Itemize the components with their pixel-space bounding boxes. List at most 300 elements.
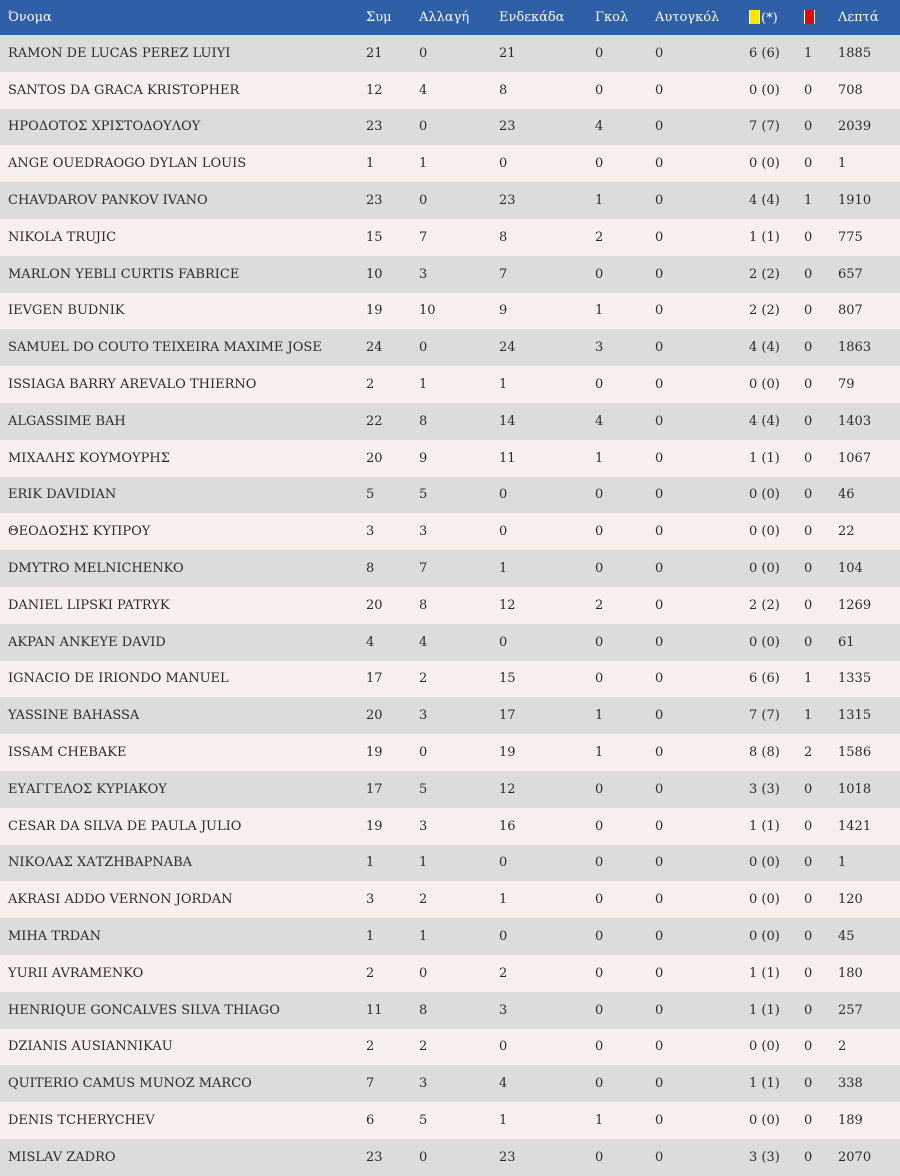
yellow-cards-cell: 3 (3) [749,781,780,797]
own-goals-cell: 0 [655,450,664,466]
sub-cell: 0 [419,45,428,61]
apps-cell: 15 [366,229,383,245]
apps-cell: 6 [366,1113,375,1128]
minutes-cell: 1 [838,156,847,172]
apps-cell: 1 [366,156,375,172]
player-name[interactable]: ΕΥΑΓΓΕΛΟΣ ΚΥΡΙΑΚΟΥ [8,781,167,797]
starter-cell: 23 [499,1149,516,1165]
player-name[interactable]: MISLAV ZADRO [8,1149,116,1165]
yellow-cards-cell: 0 (0) [749,156,780,172]
red-cards-cell: 0 [804,634,813,650]
starter-cell: 19 [499,745,516,761]
minutes-cell: 1863 [838,340,872,356]
minutes-cell: 104 [838,561,863,577]
sub-cell: 8 [419,597,428,613]
red-cards-cell: 1 [804,708,813,724]
sub-cell: 3 [419,708,428,724]
goals-cell: 0 [595,156,604,172]
yellow-cards-cell: 1 (1) [749,1076,780,1092]
table-row [0,109,900,146]
own-goals-cell: 0 [655,671,664,687]
apps-cell: 1 [366,855,375,871]
table-row [0,219,900,256]
player-name[interactable]: SANTOS DA GRACA KRISTOPHER [8,82,240,98]
goals-cell: 0 [595,1002,604,1018]
starter-cell: 7 [499,266,508,282]
own-goals-cell: 0 [655,781,664,797]
minutes-cell: 1403 [838,413,872,429]
starter-cell: 8 [499,82,508,98]
red-cards-cell: 0 [804,340,813,356]
starter-cell: 8 [499,229,508,245]
own-goals-cell: 0 [655,266,664,282]
minutes-cell: 1 [838,855,847,871]
goals-cell: 1 [595,745,604,761]
yellow-cards-cell: 1 (1) [749,450,780,466]
own-goals-cell: 0 [655,855,664,871]
player-name[interactable]: ISSAM CHEBAKE [8,745,127,761]
red-cards-cell: 0 [804,119,813,135]
player-name[interactable]: DENIS TCHERYCHEV [8,1113,155,1128]
apps-cell: 1 [366,929,375,945]
player-name[interactable]: CESAR DA SILVA DE PAULA JULIO [8,818,242,834]
table-row [0,403,900,440]
sub-cell: 0 [419,1149,428,1165]
table-row [0,845,900,882]
starter-cell: 2 [499,965,508,981]
own-goals-cell: 0 [655,303,664,319]
player-name[interactable]: NIKOLA TRUJIC [8,229,117,245]
red-cards-cell: 0 [804,450,813,466]
player-name[interactable]: MIHA TRDAN [8,929,101,945]
yellow-cards-cell: 0 (0) [749,1113,780,1128]
table-row [0,293,900,330]
apps-cell: 24 [366,340,383,356]
red-cards-cell: 1 [804,671,813,687]
yellow-cards-cell: 0 (0) [749,855,780,871]
player-name[interactable]: AKRASI ADDO VERNON JORDAN [8,892,233,908]
red-cards-cell: 0 [804,855,813,871]
player-name[interactable]: MARLON YEBLI CURTIS FABRICE [8,266,240,282]
yellow-cards-cell: 0 (0) [749,634,780,650]
player-name[interactable]: ΘΕΟΔΟΣΗΣ ΚΥΠΡΟΥ [8,524,151,540]
table-row [0,881,900,918]
own-goals-cell: 0 [655,377,664,393]
starter-cell: 1 [499,377,508,393]
apps-cell: 11 [366,1002,383,1018]
goals-cell: 0 [595,818,604,834]
apps-cell: 2 [366,377,375,393]
table-row [0,771,900,808]
goals-cell: 0 [595,929,604,945]
red-cards-cell: 1 [804,45,813,61]
own-goals-cell: 0 [655,708,664,724]
starter-cell: 1 [499,1113,508,1128]
sub-cell: 1 [419,377,428,393]
starter-cell: 0 [499,487,508,503]
red-cards-cell: 0 [804,266,813,282]
goals-cell: 2 [595,597,604,613]
minutes-cell: 46 [838,487,855,503]
player-name[interactable]: ERIK DAVIDIAN [8,487,117,503]
yellow-cards-cell: 4 (4) [749,413,780,429]
starter-cell: 14 [499,413,516,429]
header-yellow-cards[interactable] [749,0,804,35]
starter-cell: 15 [499,671,516,687]
own-goals-cell: 0 [655,119,664,135]
table-header-row [0,0,900,35]
own-goals-cell: 0 [655,1002,664,1018]
yellow-cards-cell: 4 (4) [749,340,780,356]
sub-cell: 0 [419,119,428,135]
sub-cell: 2 [419,1039,428,1055]
header-name[interactable]: Όνομα [8,10,52,25]
red-cards-cell: 0 [804,413,813,429]
minutes-cell: 1335 [838,671,872,687]
sub-cell: 1 [419,855,428,871]
starter-cell: 23 [499,119,516,135]
minutes-cell: 120 [838,892,863,908]
minutes-cell: 257 [838,1002,863,1018]
yellow-cards-cell: 2 (2) [749,303,780,319]
apps-cell: 12 [366,82,383,98]
player-name[interactable]: DZIANIS AUSIANNIKAU [8,1039,173,1055]
sub-cell: 3 [419,1076,428,1092]
minutes-cell: 61 [838,634,855,650]
player-name[interactable]: DMYTRO MELNICHENKO [8,561,184,577]
minutes-cell: 2 [838,1039,847,1055]
goals-cell: 0 [595,524,604,540]
minutes-cell: 1910 [838,193,872,209]
sub-cell: 1 [419,156,428,172]
sub-cell: 3 [419,266,428,282]
own-goals-cell: 0 [655,487,664,503]
yellow-cards-cell: 0 (0) [749,929,780,945]
red-cards-cell: 0 [804,1113,813,1128]
red-cards-cell: 0 [804,524,813,540]
yellow-cards-cell: 1 (1) [749,229,780,245]
player-name[interactable]: YURII AVRAMENKO [8,965,144,981]
sub-cell: 8 [419,1002,428,1018]
player-name[interactable]: ΝΙΚΟΛΑΣ ΧΑΤΖΗΒΑΡΝΑΒΑ [8,855,193,871]
apps-cell: 3 [366,524,375,540]
yellow-cards-cell: 6 (6) [749,671,780,687]
header-apps[interactable]: Συμ [366,10,392,25]
starter-cell: 21 [499,45,516,61]
goals-cell: 0 [595,634,604,650]
sub-cell: 0 [419,193,428,209]
own-goals-cell: 0 [655,634,664,650]
header-minutes[interactable]: Λεπτά [838,10,879,25]
minutes-cell: 1885 [838,45,872,61]
player-name[interactable]: ISSIAGA BARRY AREVALO THIERNO [8,377,257,393]
own-goals-cell: 0 [655,818,664,834]
own-goals-cell: 0 [655,1039,664,1055]
player-name[interactable]: YASSINE BAHASSA [8,708,140,724]
minutes-cell: 79 [838,377,855,393]
starter-cell: 9 [499,303,508,319]
goals-cell: 4 [595,119,604,135]
own-goals-cell: 0 [655,597,664,613]
yellow-cards-cell: 4 (4) [749,193,780,209]
goals-cell: 0 [595,892,604,908]
sub-cell: 2 [419,671,428,687]
goals-cell: 1 [595,1113,604,1128]
minutes-cell: 1315 [838,708,872,724]
starter-cell: 1 [499,561,508,577]
own-goals-cell: 0 [655,193,664,209]
yellow-cards-cell: 1 (1) [749,1002,780,1018]
player-name[interactable]: ΜΙΧΑΛΗΣ ΚΟΥΜΟΥΡΗΣ [8,450,170,466]
table-row [0,182,900,219]
table-row [0,35,900,72]
sub-cell: 0 [419,745,428,761]
sub-cell: 10 [419,303,436,319]
player-name[interactable]: RAMON DE LUCAS PEREZ LUIYI [8,45,231,61]
red-cards-cell: 0 [804,929,813,945]
goals-cell: 1 [595,303,604,319]
starter-cell: 17 [499,708,516,724]
sub-cell: 3 [419,818,428,834]
minutes-cell: 338 [838,1076,863,1092]
goals-cell: 0 [595,377,604,393]
apps-cell: 22 [366,413,383,429]
starter-cell: 0 [499,929,508,945]
table-row [0,477,900,514]
apps-cell: 5 [366,487,375,503]
yellow-card-icon [749,10,760,24]
own-goals-cell: 0 [655,1149,664,1165]
goals-cell: 0 [595,965,604,981]
goals-cell: 0 [595,45,604,61]
table-row [0,661,900,698]
red-cards-cell: 2 [804,745,813,761]
apps-cell: 10 [366,266,383,282]
starter-cell: 23 [499,193,516,209]
sub-cell: 0 [419,965,428,981]
yellow-cards-cell: 7 (7) [749,119,780,135]
red-cards-cell: 0 [804,82,813,98]
minutes-cell: 1269 [838,597,872,613]
header-red-cards[interactable] [804,0,838,35]
starter-cell: 16 [499,818,516,834]
table-row [0,808,900,845]
table-row [0,550,900,587]
apps-cell: 2 [366,965,375,981]
apps-cell: 20 [366,450,383,466]
own-goals-cell: 0 [655,965,664,981]
red-cards-cell: 0 [804,1002,813,1018]
apps-cell: 19 [366,745,383,761]
own-goals-cell: 0 [655,1113,664,1128]
table-row [0,1065,900,1102]
own-goals-cell: 0 [655,1076,664,1092]
minutes-cell: 1018 [838,781,872,797]
goals-cell: 1 [595,708,604,724]
goals-cell: 4 [595,413,604,429]
table-row [0,1139,900,1176]
red-cards-cell: 0 [804,487,813,503]
table-row [0,329,900,366]
red-cards-cell: 0 [804,965,813,981]
minutes-cell: 1067 [838,450,872,466]
apps-cell: 23 [366,119,383,135]
player-name[interactable]: IEVGEN BUDNIK [8,303,125,319]
red-cards-cell: 0 [804,156,813,172]
player-name[interactable]: AKPAN ANKEYE DAVID [8,634,166,650]
minutes-cell: 1586 [838,745,872,761]
sub-cell: 9 [419,450,428,466]
goals-cell: 1 [595,450,604,466]
own-goals-cell: 0 [655,929,664,945]
minutes-cell: 180 [838,965,863,981]
table-body [0,35,900,1176]
own-goals-cell: 0 [655,156,664,172]
red-card-icon [804,10,815,24]
yellow-cards-cell: 7 (7) [749,708,780,724]
own-goals-cell: 0 [655,524,664,540]
table-row [0,1102,900,1139]
goals-cell: 3 [595,340,604,356]
table-row [0,918,900,955]
goals-cell: 0 [595,561,604,577]
apps-cell: 2 [366,1039,375,1055]
table-row [0,440,900,477]
player-name[interactable]: DANIEL LIPSKI PATRYK [8,597,170,613]
table-row [0,587,900,624]
yellow-cards-cell: 3 (3) [749,1149,780,1165]
red-cards-cell: 0 [804,597,813,613]
yellow-cards-cell: 1 (1) [749,818,780,834]
player-name[interactable]: QUITERIO CAMUS MUNOZ MARCO [8,1076,252,1092]
apps-cell: 23 [366,193,383,209]
table-row [0,624,900,661]
minutes-cell: 2039 [838,119,872,135]
red-cards-cell: 0 [804,1076,813,1092]
yellow-cards-cell: 1 (1) [749,965,780,981]
sub-cell: 0 [419,340,428,356]
starter-cell: 12 [499,597,516,613]
header-starter[interactable]: Ενδεκάδα [499,10,565,25]
red-cards-cell: 1 [804,193,813,209]
own-goals-cell: 0 [655,340,664,356]
header-sub[interactable]: Αλλαγή [419,10,470,25]
sub-cell: 8 [419,413,428,429]
goals-cell: 0 [595,781,604,797]
player-name[interactable]: CHAVDAROV PANKOV IVANO [8,193,208,209]
sub-cell: 5 [419,781,428,797]
yellow-cards-cell: 2 (2) [749,597,780,613]
table-row [0,145,900,182]
header-goals[interactable]: Γκολ [595,10,629,25]
sub-cell: 2 [419,892,428,908]
sub-cell: 1 [419,929,428,945]
player-name[interactable]: HENRIQUE GONCALVES SILVA THIAGO [8,1002,280,1018]
sub-cell: 4 [419,82,428,98]
apps-cell: 20 [366,597,383,613]
yellow-cards-cell: 0 (0) [749,82,780,98]
goals-cell: 0 [595,671,604,687]
yellow-cards-cell: 8 (8) [749,745,780,761]
apps-cell: 17 [366,781,383,797]
starter-cell: 0 [499,524,508,540]
own-goals-cell: 0 [655,561,664,577]
goals-cell: 0 [595,266,604,282]
starter-cell: 3 [499,1002,508,1018]
yellow-cards-cell: 0 (0) [749,892,780,908]
yellow-cards-cell: 2 (2) [749,266,780,282]
starter-cell: 11 [499,450,516,466]
starter-cell: 0 [499,634,508,650]
yellow-cards-cell: 0 (0) [749,1039,780,1055]
starter-cell: 4 [499,1076,508,1092]
own-goals-cell: 0 [655,413,664,429]
table-row [0,697,900,734]
table-row [0,992,900,1029]
table-row [0,256,900,293]
yellow-cards-cell: 0 (0) [749,524,780,540]
red-cards-cell: 0 [804,892,813,908]
sub-cell: 5 [419,1113,428,1128]
goals-cell: 0 [595,1039,604,1055]
apps-cell: 8 [366,561,375,577]
sub-cell: 5 [419,487,428,503]
goals-cell: 0 [595,82,604,98]
minutes-cell: 45 [838,929,855,945]
table-row [0,366,900,403]
player-name[interactable]: IGNACIO DE IRIONDO MANUEL [8,671,229,687]
own-goals-cell: 0 [655,45,664,61]
apps-cell: 17 [366,671,383,687]
player-name[interactable]: ALGASSIME BAH [8,413,126,429]
minutes-cell: 807 [838,303,863,319]
red-cards-cell: 0 [804,377,813,393]
red-cards-cell: 0 [804,229,813,245]
starter-cell: 0 [499,855,508,871]
own-goals-cell: 0 [655,229,664,245]
red-cards-cell: 0 [804,1149,813,1165]
apps-cell: 4 [366,634,375,650]
own-goals-cell: 0 [655,745,664,761]
player-name[interactable]: SAMUEL DO COUTO TEIXEIRA MAXIME JOSE [8,340,322,356]
yellow-cards-cell: 0 (0) [749,377,780,393]
minutes-cell: 189 [838,1113,863,1128]
apps-cell: 23 [366,1149,383,1165]
apps-cell: 7 [366,1076,375,1092]
apps-cell: 19 [366,818,383,834]
goals-cell: 0 [595,855,604,871]
minutes-cell: 708 [838,82,863,98]
sub-cell: 7 [419,229,428,245]
apps-cell: 21 [366,45,383,61]
header-own-goals[interactable]: Αυτογκόλ [655,10,720,25]
yellow-cards-cell: 0 (0) [749,561,780,577]
starter-cell: 1 [499,892,508,908]
goals-cell: 0 [595,1149,604,1165]
player-name[interactable]: ΗΡΟΔΟΤΟΣ ΧΡΙΣΤΟΔΟΥΛΟΥ [8,119,201,135]
own-goals-cell: 0 [655,82,664,98]
goals-cell: 0 [595,1076,604,1092]
table-row [0,955,900,992]
player-name[interactable]: ANGE OUEDRAOGO DYLAN LOUIS [8,156,247,172]
sub-cell: 7 [419,561,428,577]
apps-cell: 20 [366,708,383,724]
yellow-suffix: (*) [761,10,778,26]
table-row [0,72,900,109]
minutes-cell: 775 [838,229,863,245]
red-cards-cell: 0 [804,818,813,834]
starter-cell: 12 [499,781,516,797]
